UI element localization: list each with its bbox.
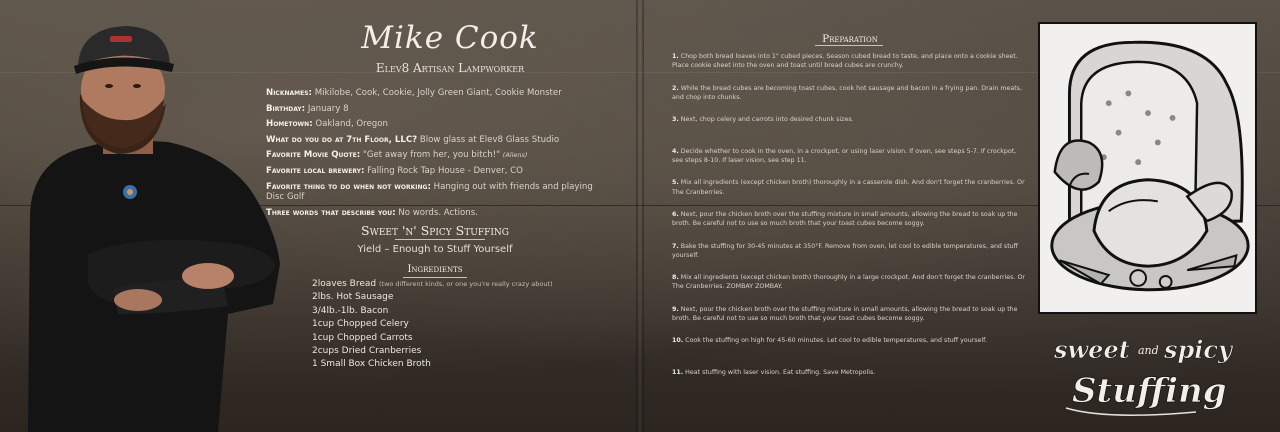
ingredient-note: (two different kinds, or one you're really crazy about) xyxy=(378,280,553,288)
bio-value: Blow glass at Elev8 Glass Studio xyxy=(419,134,560,145)
bio-row-hobby xyxy=(266,180,604,206)
logo-word-spicy: spicy xyxy=(1164,335,1232,364)
ingredient-text: 1cup Chopped Celery xyxy=(312,319,409,330)
bio-value: Falling Rock Tap House - Denver, CO xyxy=(367,165,523,176)
ingredient-item xyxy=(312,358,612,371)
bio-key: Three words that describe you: xyxy=(266,207,396,218)
step-number: 3. xyxy=(672,116,679,124)
ingredient-text: 2cups Dried Cranberries xyxy=(312,346,422,357)
step-text: Heat stuffing with laser vision. Eat stuffing. Save Metropolis. xyxy=(685,368,876,376)
step-text: Next, pour the chicken broth over the stuffing mixture in small amounts, allowing the bread to soak up the broth. Be careful not to use so much broth that your toast cubes become soggy. xyxy=(672,210,1018,228)
step-item xyxy=(672,210,1026,242)
bio-row-three-words xyxy=(266,206,604,222)
logo-word-and: and xyxy=(1138,344,1159,357)
step-number: 6. xyxy=(672,210,679,218)
step-number: 7. xyxy=(672,242,679,250)
bio-key: Hometown: xyxy=(266,119,313,130)
logo-word-sweet: sweet xyxy=(1054,335,1130,364)
bio-value: January 8 xyxy=(307,103,349,114)
step-number: 4. xyxy=(672,147,679,155)
ingredient-text: 2lbs. Hot Sausage xyxy=(312,292,394,303)
step-text: Cook the stuffing on high for 45-60 minutes. Let cool to edible temperatures, and stuff yourself. xyxy=(685,337,987,345)
logo-word-stuffing: Stuffing xyxy=(1072,371,1227,411)
chef-portrait xyxy=(18,14,290,432)
bio-note: (Aliens) xyxy=(502,151,528,160)
ingredient-text: 3/4lb.-1lb. Bacon xyxy=(312,305,389,316)
step-text: Next, pour the chicken broth over the stuffing mixture in small amounts, allowing the bread to soak up the broth. Be careful not to use so much broth that your toast cubes become soggy. xyxy=(672,305,1018,323)
divider xyxy=(395,239,485,240)
step-item xyxy=(672,84,1026,116)
preparation-steps xyxy=(672,52,1026,400)
ingredients-heading: Ingredients xyxy=(407,264,463,275)
stuffing-illustration xyxy=(1038,22,1257,314)
step-text: While the bread cubes are becoming toast cubes, cook hot sausage and bacon in a frying pan. Drain meats, and chop into chunks. xyxy=(672,84,1022,101)
ingredient-item xyxy=(312,332,612,345)
chef-portrait-image xyxy=(18,14,290,432)
bio-value: Oakland, Oregon xyxy=(315,119,388,130)
bio-row-job xyxy=(266,133,604,149)
step-text: Bake the stuffing for 30-45 minutes at 350°F. Remove from oven, let cool to edible temperatures, and stuff yourself. xyxy=(672,242,1019,259)
ingredient-item xyxy=(312,318,612,331)
bio-value: Mikilobe, Cook, Cookie, Jolly Green Giant, Cookie Monster xyxy=(314,88,562,98)
ingredient-text: 1 Small Box Chicken Broth xyxy=(312,359,431,370)
step-text: Next, chop celery and carrots into desired chunk sizes. xyxy=(680,116,854,124)
bio-row-hometown xyxy=(266,117,604,133)
divider xyxy=(815,45,883,46)
bio-key: What do you do at 7th Floor, LLC? xyxy=(266,134,418,145)
step-number: 10. xyxy=(672,337,684,345)
step-number: 2. xyxy=(672,84,679,92)
bio-value: Hanging out with friends and playing Disc Golf xyxy=(266,181,593,203)
chef-name: Mike Cook xyxy=(361,20,539,56)
bio-key: Birthday: xyxy=(266,103,306,114)
ingredients-list xyxy=(312,278,612,372)
logo-lettering xyxy=(1046,324,1256,424)
bio-key: Favorite thing to do when not working: xyxy=(266,181,431,192)
bio-value: No words. Actions. xyxy=(398,207,478,218)
bio-value: "Get away from her, you bitch!" xyxy=(362,150,501,161)
ingredient-item xyxy=(312,291,612,304)
step-item xyxy=(672,115,1026,147)
bio-row-birthday xyxy=(266,102,604,118)
step-item xyxy=(672,178,1026,210)
bread-and-turkey-drawing xyxy=(1040,24,1255,312)
page-gutter xyxy=(636,0,644,432)
step-item xyxy=(672,273,1026,305)
ingredient-text: 2loaves Bread xyxy=(312,279,377,289)
step-number: 5. xyxy=(672,179,679,187)
step-number: 8. xyxy=(672,274,679,282)
bio-section xyxy=(266,86,604,221)
ingredient-item xyxy=(312,345,612,358)
bio-row-nicknames xyxy=(266,86,604,102)
step-item xyxy=(672,52,1026,84)
step-item xyxy=(672,336,1026,368)
step-number: 9. xyxy=(672,305,679,313)
ingredient-item xyxy=(312,305,612,318)
step-item xyxy=(672,147,1026,179)
step-text: Decide whether to cook in the oven, in a crockpot, or using laser vision. If oven, see steps 5-7. If crockpot, see steps 8-10. If laser vision, see step 11. xyxy=(672,147,1017,165)
recipe-title: Sweet 'n' Spicy Stuffing xyxy=(361,223,509,238)
step-item xyxy=(672,368,1026,400)
ingredient-item xyxy=(312,278,612,291)
step-number: 1. xyxy=(672,53,679,60)
bio-key: Favorite Movie Quote: xyxy=(266,150,361,161)
step-item xyxy=(672,305,1026,337)
bio-row-movie-quote xyxy=(266,148,604,164)
chef-subtitle: Elev8 Artisan Lampworker xyxy=(375,61,525,75)
recipe-yield: Yield – Enough to Stuff Yourself xyxy=(357,244,513,255)
step-text: Mix all ingredients (except chicken broth) thoroughly in a casserole dish. And don't forget the cranberries. Or The Cranberries. xyxy=(672,179,1025,196)
bio-key: Nicknames: xyxy=(266,88,312,98)
preparation-heading: Preparation xyxy=(822,33,878,45)
step-text: Chop both bread loaves into 1" cubed pieces. Season cubed bread to taste, and place onto a cookie sheet. Place cookie sheet into the oven and toast until bread cubes are crunchy. xyxy=(672,53,1018,70)
step-text: Mix all ingredients (except chicken broth) thoroughly in a large crockpot. And don't forget the cranberries. Or The Cranberries. ZOMBAY ZOMBAY. xyxy=(672,274,1025,291)
step-number: 11. xyxy=(672,368,684,376)
step-item xyxy=(672,242,1026,274)
bio-row-brewery xyxy=(266,164,604,180)
ingredient-text: 1cup Chopped Carrots xyxy=(312,332,413,343)
sweet-and-spicy-stuffing-logo xyxy=(1046,324,1256,424)
bio-key: Favorite local brewery: xyxy=(266,165,365,176)
